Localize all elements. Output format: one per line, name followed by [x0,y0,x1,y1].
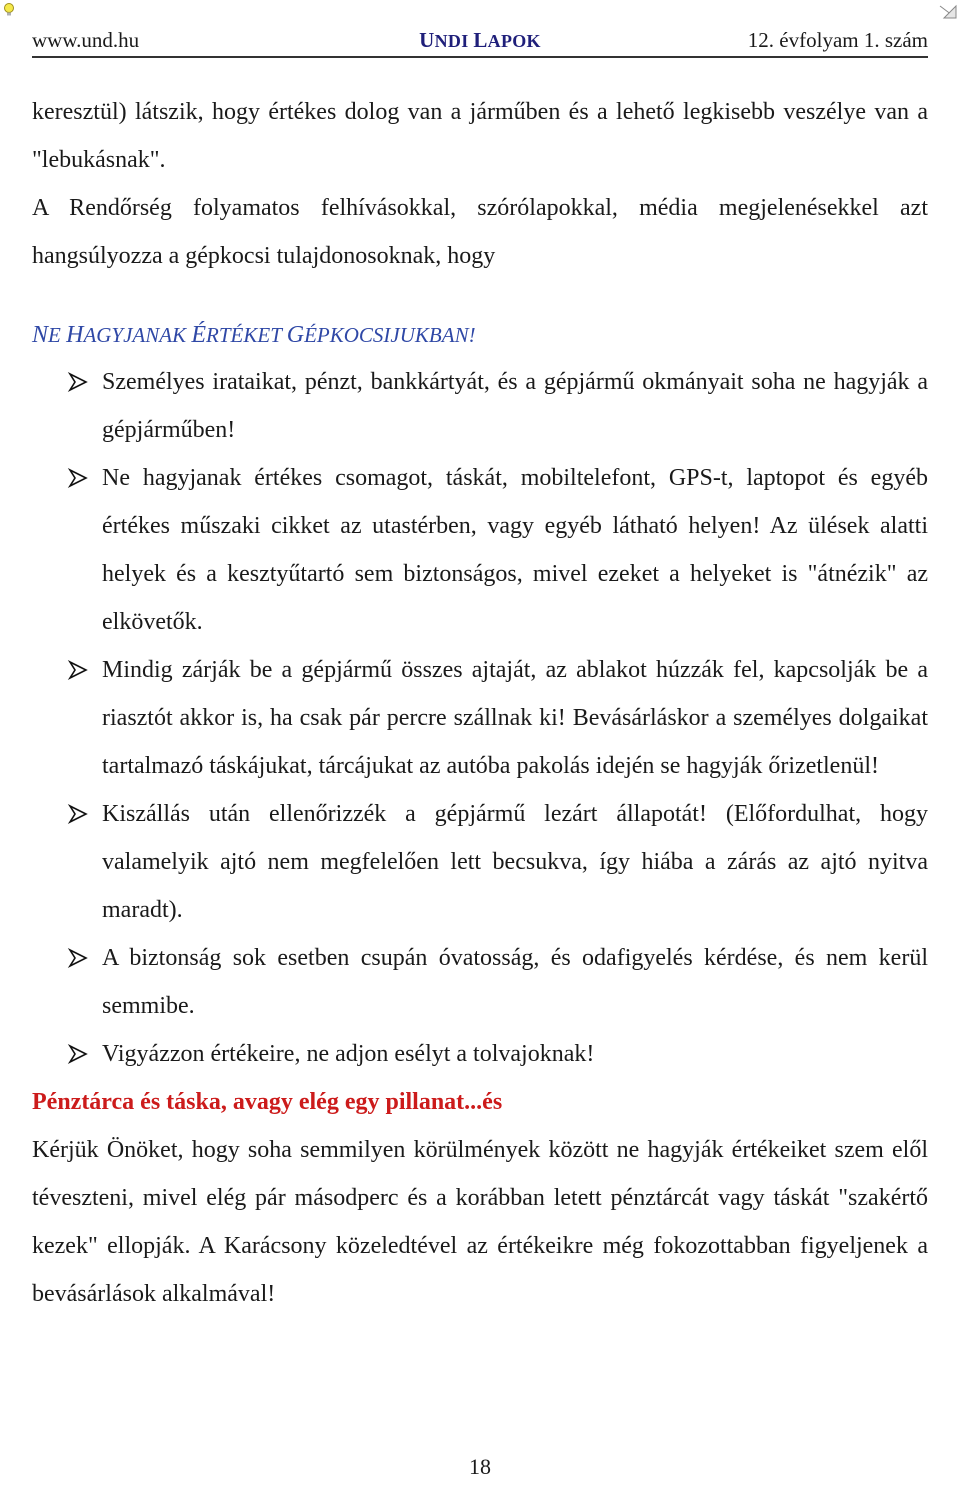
list-item-text: Vigyázzon értékeire, ne adjon esélyt a tolvajoknak! [102,1041,595,1067]
warning-heading: NE HAGYJANAK ÉRTÉKET GÉPKOCSIJUKBAN! [32,322,476,348]
section-paragraph: Kérjük Önöket, hogy soha semmilyen körülmények között ne hagyják értékeiket szem elől téveszteni, mivel elég pár másodperc és a korábban letett pénztárcát vagy táskát "szakértő kezek" ellopják. A Karácsony közeledtével az értékeikre még fokozottabban figyeljenek a bevásárlások alkalmával! [32,1137,928,1307]
list-item [32,934,928,1030]
list-item [32,454,928,646]
intro-paragraph: A Rendőrség folyamatos felhívásokkal, szórólapokkal, média megjelenésekkel azt hangsúlyozza a gépkocsi tulajdonosoknak, hogy [32,195,928,269]
page-number: 18 [469,1454,491,1479]
header-issue: 12. évfolyam 1. szám [747,28,928,52]
intro-paragraph: keresztül) látszik, hogy értékes dolog van a járműben és a lehető legkisebb veszélye van a "lebukásnak". [32,99,928,173]
list-item [32,790,928,934]
list-item [32,646,928,790]
arrowhead-bullet-icon [67,803,89,825]
arrowhead-bullet-icon [67,659,89,681]
header-title: UNDI LAPOK [419,28,541,52]
list-item [32,1030,928,1078]
list-item-text: A biztonság sok esetben csupán óvatosság, és odafigyelés kérdése, és nem kerül semmibe. [102,945,928,1019]
lightbulb-icon [2,2,16,18]
arrowhead-bullet-icon [67,467,89,489]
page-header [32,26,928,58]
list-item-text: Mindig zárják be a gépjármű összes ajtaját, az ablakot húzzák fel, kapcsolják be a riasztót akkor is, ha csak pár percre szállnak ki! Bevásárláskor a személyes dolgaikat tartalmazó táskájukat, tárcájukat az autóba pakolás idején se hagyják őrizetlenül! [102,657,928,779]
header-site: www.und.hu [32,28,140,52]
page-fold-icon [938,4,958,20]
list-item-text: Kiszállás után ellenőrizzék a gépjármű lezárt állapotát! (Előfordulhat, hogy valamelyik ajtó nem megfelelően lett becsukva, így hiába a zárás az ajtó nyitva maradt). [102,801,928,923]
arrowhead-bullet-icon [67,1043,89,1065]
article-body [32,88,928,1318]
advice-list [32,358,928,1078]
arrowhead-bullet-icon [67,371,89,393]
arrowhead-bullet-icon [67,947,89,969]
section-title: Pénztárca és táska, avagy elég egy pillanat...és [32,1089,503,1115]
list-item-text: Személyes irataikat, pénzt, bankkártyát, és a gépjármű okmányait soha ne hagyják a gépjárműben! [102,369,928,443]
list-item-text: Ne hagyjanak értékes csomagot, táskát, mobiltelefont, GPS-t, laptopot és egyéb értékes műszaki cikket az utastérben, vagy egyéb látható helyen! Az ülések alatti helyek és a kesztyűtartó sem biztonságos, mivel ezeket a helyeket is "átnézik" az elkövetők. [102,465,928,635]
list-item [32,358,928,454]
